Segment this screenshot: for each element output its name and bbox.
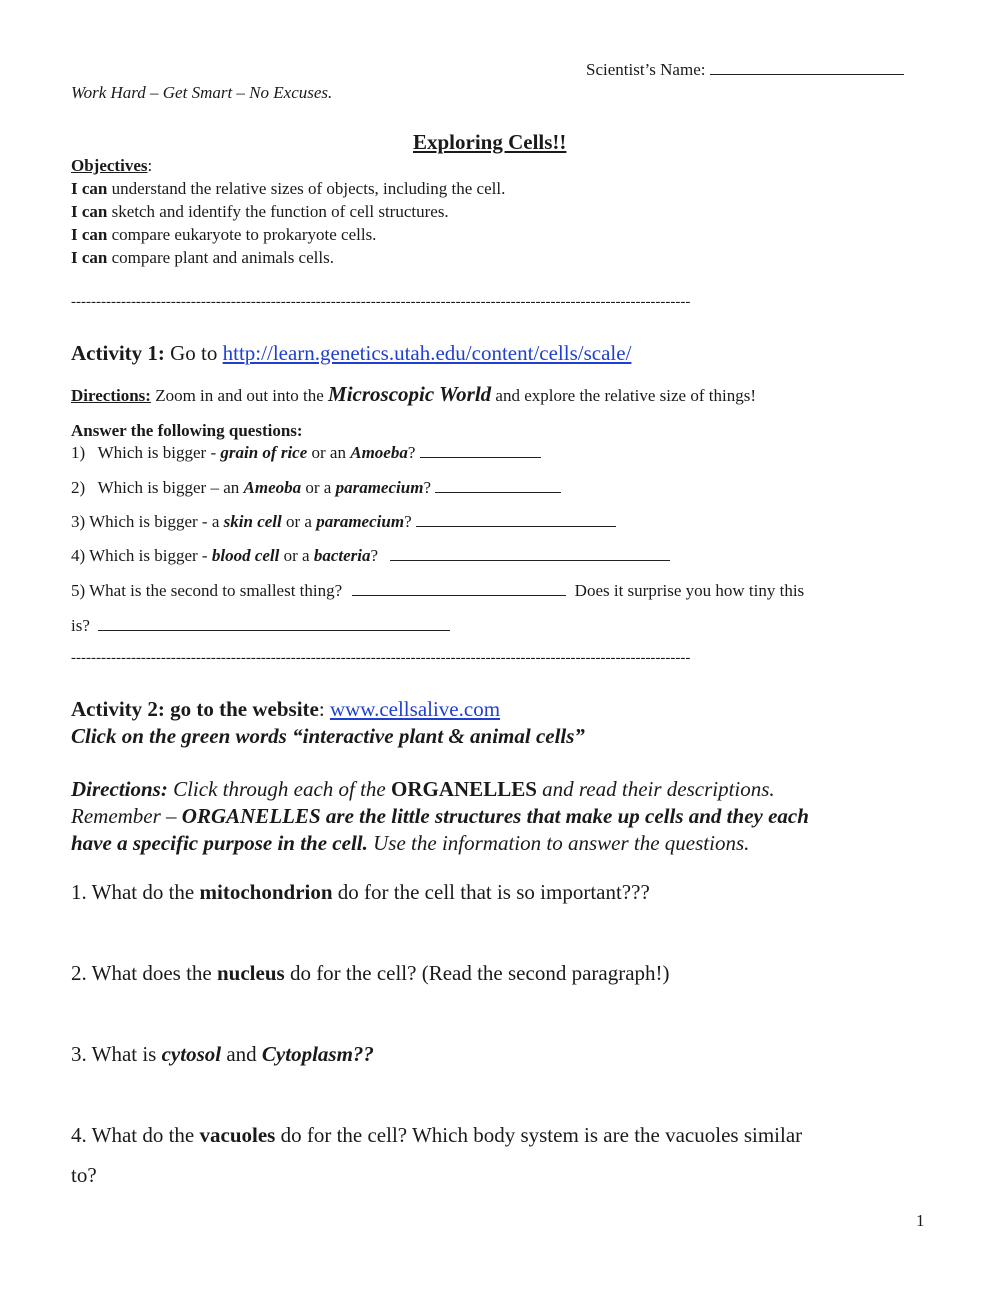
question-1-mid: or an xyxy=(307,443,351,462)
activity1-directions xyxy=(71,382,756,407)
objective-item xyxy=(71,179,505,199)
activity2-directions-label: Directions: xyxy=(71,777,168,801)
question-4-term-a: blood cell xyxy=(211,546,280,565)
organelle-question-2 xyxy=(71,961,670,986)
page-number: 1 xyxy=(916,1211,925,1230)
organelle-question-1-post: do for the cell that is so important??? xyxy=(332,880,650,904)
objective-item xyxy=(71,202,449,222)
objectives-colon: : xyxy=(147,156,153,175)
activity2-click-line: Click on the green words “interactive plant & animal cells” xyxy=(71,724,585,748)
activity1-go-to: Go to xyxy=(164,341,223,365)
activity1-link[interactable]: http://learn.genetics.utah.edu/content/cells/scale/ xyxy=(222,341,632,365)
objective-lead: I can xyxy=(71,248,108,267)
activity1-label: Activity 1: xyxy=(71,341,165,365)
answer-5b-blank[interactable] xyxy=(98,629,450,631)
question-2 xyxy=(71,478,561,498)
question-3 xyxy=(71,512,616,532)
question-5-pre: 5) What is the second to smallest thing? xyxy=(71,581,343,600)
mitochondrion-term: mitochondrion xyxy=(199,880,333,904)
organelle-question-3-pre: 3. What is xyxy=(71,1042,162,1066)
nucleus-term: nucleus xyxy=(217,961,285,985)
organelle-question-3-mid: and xyxy=(221,1042,262,1066)
organelle-question-1 xyxy=(71,880,650,905)
activity1-heading xyxy=(71,341,631,366)
activity2-directions xyxy=(71,777,775,802)
directions-text-post: and explore the relative size of things! xyxy=(491,386,756,405)
objective-lead: I can xyxy=(71,179,108,198)
question-1-term-a: grain of rice xyxy=(220,443,308,462)
question-1-number: 1) xyxy=(71,443,86,462)
question-3-end: ? xyxy=(404,512,412,531)
organelle-question-3 xyxy=(71,1042,374,1067)
question-5 xyxy=(71,581,804,601)
question-1-end: ? xyxy=(407,443,416,462)
question-4-pre: 4) Which is bigger - xyxy=(71,546,212,565)
answer-heading: Answer the following questions: xyxy=(71,421,303,440)
activity2-heading xyxy=(71,697,500,722)
question-4-end: ? xyxy=(370,546,379,565)
objectives-heading-label: Objectives xyxy=(71,156,148,175)
question-5-post: Does it surprise you how tiny this xyxy=(574,581,805,600)
remember-tail: Use the information to answer the questions. xyxy=(367,831,750,855)
remember-line-2 xyxy=(71,831,749,856)
question-3-mid: or a xyxy=(281,512,317,531)
question-2-mid: or a xyxy=(301,478,336,497)
activity2-link[interactable]: www.cellsalive.com xyxy=(329,697,501,721)
organelle-question-2-post: do for the cell? (Read the second paragraph!) xyxy=(284,961,670,985)
motto: Work Hard – Get Smart – No Excuses. xyxy=(71,83,333,102)
organelle-question-4-post: do for the cell? Which body system is are the vacuoles similar xyxy=(275,1123,803,1147)
objective-text: understand the relative sizes of objects, including the cell. xyxy=(107,179,506,198)
directions-text-pre: Zoom in and out into the xyxy=(150,386,329,405)
answer-3-blank[interactable] xyxy=(416,525,616,527)
activity2-label: Activity 2: go to the website xyxy=(71,697,319,721)
organelle-question-4-pre: 4. What do the xyxy=(71,1123,200,1147)
question-5-cont-text: is? xyxy=(71,616,90,635)
question-2-pre: Which is bigger – an xyxy=(97,478,244,497)
cytoplasm-term: Cytoplasm?? xyxy=(261,1042,374,1066)
objective-text: sketch and identify the function of cell structures. xyxy=(107,202,449,221)
objectives-heading xyxy=(71,156,152,176)
microscopic-world-text: Microscopic World xyxy=(328,382,492,406)
remember-bold-1: ORGANELLES are the little structures that make up cells and they each xyxy=(181,804,809,828)
remember-label: Remember – xyxy=(71,804,182,828)
objective-lead: I can xyxy=(71,225,108,244)
organelle-question-4 xyxy=(71,1123,802,1148)
question-2-number: 2) xyxy=(71,478,86,497)
section-divider: ---------------------------------------------------------------------------------------------------------------------------- xyxy=(71,650,691,666)
objective-item xyxy=(71,225,376,245)
answer-5-blank[interactable] xyxy=(352,594,566,596)
answer-1-blank[interactable] xyxy=(420,456,541,458)
organelle-question-1-pre: 1. What do the xyxy=(71,880,200,904)
question-4-mid: or a xyxy=(279,546,314,565)
question-1-term-b: Amoeba xyxy=(350,443,408,462)
question-2-end: ? xyxy=(423,478,431,497)
question-5-cont xyxy=(71,616,450,636)
directions-label: Directions: xyxy=(71,386,151,405)
cytosol-term: cytosol xyxy=(161,1042,222,1066)
organelles-term: ORGANELLES xyxy=(391,777,537,801)
question-4 xyxy=(71,546,670,566)
question-1-pre: Which is bigger - xyxy=(97,443,221,462)
organelle-question-2-pre: 2. What does the xyxy=(71,961,217,985)
scientist-name-label: Scientist’s Name: xyxy=(586,60,706,79)
question-2-term-a: Ameoba xyxy=(243,478,302,497)
objective-text: compare eukaryote to prokaryote cells. xyxy=(107,225,377,244)
scientist-name-blank[interactable] xyxy=(710,73,904,75)
question-4-term-b: bacteria xyxy=(313,546,371,565)
scientist-name-line xyxy=(586,60,904,80)
question-3-term-a: skin cell xyxy=(223,512,282,531)
objective-lead: I can xyxy=(71,202,108,221)
question-1 xyxy=(71,443,541,463)
page-title: Exploring Cells!! xyxy=(413,130,567,154)
section-divider: ---------------------------------------------------------------------------------------------------------------------------- xyxy=(71,294,691,310)
remember-line-1 xyxy=(71,804,809,829)
objective-item xyxy=(71,248,334,268)
answer-4-blank[interactable] xyxy=(390,559,670,561)
question-3-term-b: paramecium xyxy=(316,512,405,531)
remember-bold-2: have a specific purpose in the cell. xyxy=(71,831,368,855)
activity2-directions-text-2: and read their descriptions. xyxy=(536,777,775,801)
activity2-colon: : xyxy=(318,697,330,721)
answer-2-blank[interactable] xyxy=(435,491,561,493)
question-3-pre: 3) Which is bigger - a xyxy=(71,512,224,531)
objective-text: compare plant and animals cells. xyxy=(107,248,334,267)
vacuoles-term: vacuoles xyxy=(199,1123,276,1147)
organelle-question-4-cont: to? xyxy=(71,1163,97,1187)
activity2-directions-text-1: Click through each of the xyxy=(167,777,392,801)
question-2-term-b: paramecium xyxy=(335,478,424,497)
